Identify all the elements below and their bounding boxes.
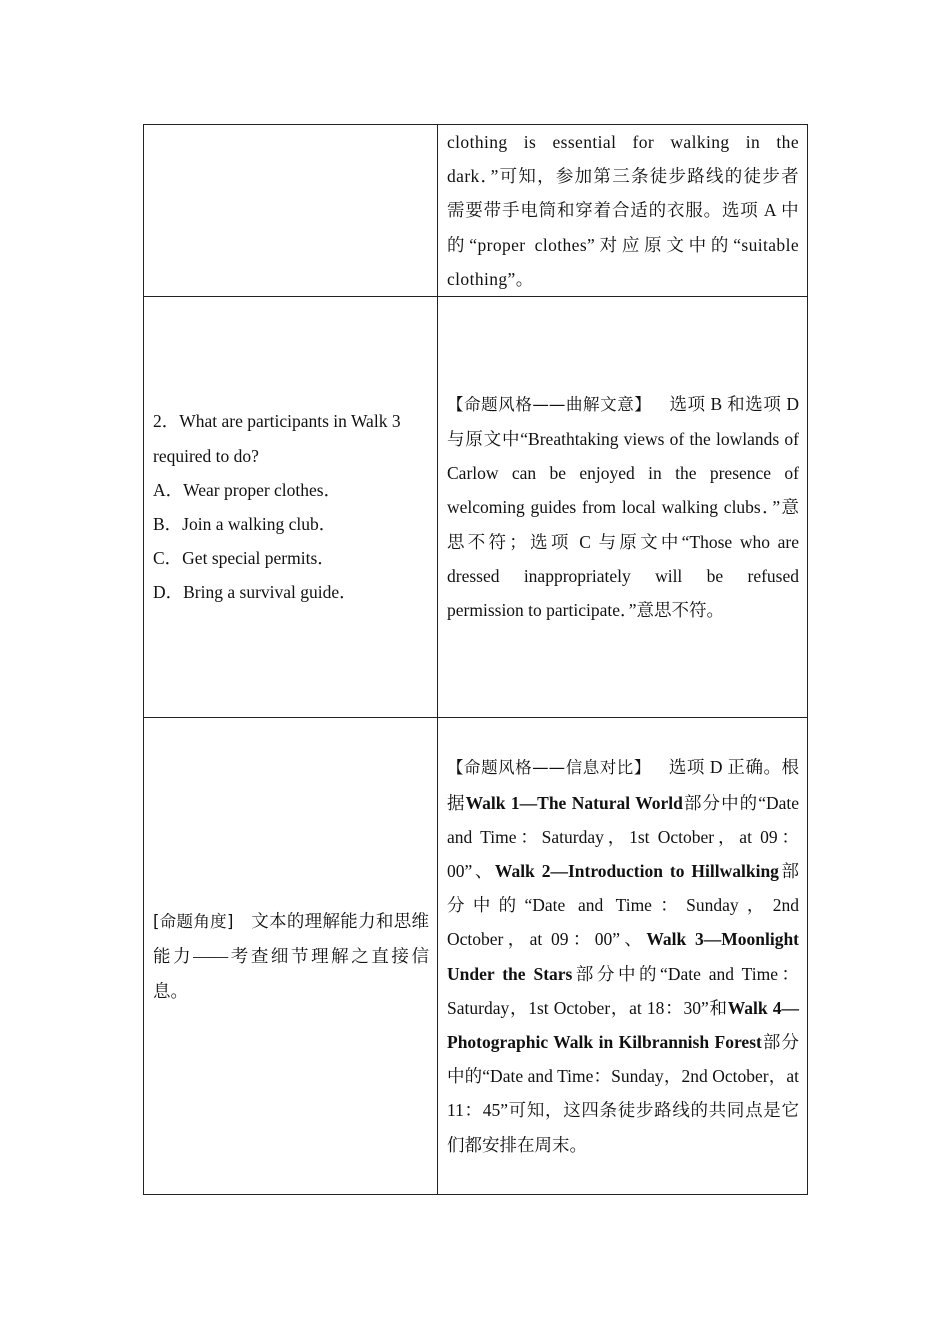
continued-analysis: clothing is essential for walking in the dark．”可知，参加第三条徒步路线的徒步者需要带手电筒和穿着合适的衣服。选项 A 中的“proper clothes”对应原文中的“suitable clothing”。 — [438, 125, 808, 297]
angle-cell — [144, 718, 438, 1195]
option-c: C．Get special permits． — [153, 548, 335, 569]
walk-3-title: Walk 3—Moonlight Under the Stars — [447, 929, 799, 984]
comparison-text-5: 部分中的“Date and Time：Sunday，2nd October，at 11：45”可知，这四条徒步路线的共同点是它们都安排在周末。 — [447, 1031, 799, 1155]
walk-2-title: Walk 2—Introduction to Hillwalking — [494, 860, 779, 881]
comparison-text-1: 选项 D 正确。根据 — [447, 757, 800, 813]
table-row-question-2 — [144, 297, 808, 718]
style-tag: 【命题风格——曲解文意】 — [447, 394, 652, 414]
left-cell-empty — [144, 125, 438, 297]
option-b: B．Join a walking club． — [153, 514, 337, 535]
comparison-text-3: 部分中的“Date and Time：Sunday，2nd October，at 09：00”、 — [447, 860, 799, 950]
angle-text: 文本的理解能力和思维能力——考查细节理解之直接信息。 — [153, 911, 430, 1001]
question-cell — [144, 297, 438, 718]
option-d: D．Bring a survival guide． — [153, 582, 357, 603]
comparison-text-4: 部分中的“Date and Time：Saturday，1st October，at 18：30”和 — [447, 963, 799, 1018]
walk-4-title: Walk 4—Photographic Walk in Kilbrannish Forest — [447, 997, 799, 1052]
comparison-text-2: 部分中的“Date and Time：Saturday，1st October，at 09：00”、 — [447, 792, 800, 881]
comparison-tag: 【命题风格——信息对比】 — [447, 758, 651, 778]
analysis-text: 选项 B 和选项 D 与原文中“Breathtaking views of the lowlands of Carlow can be enjoyed in the presence of welcoming guides from local walking clubs．”意思不符；选项 C 与原文中“Those who are dressed inappropriately will be refused permission to participate．”意思不符。 — [447, 393, 799, 621]
answer-analysis-table — [143, 124, 808, 1195]
angle-tag: [命题角度] — [153, 912, 234, 932]
question-stem: 2．What are participants in Walk 3 required to do? — [153, 411, 401, 466]
walk-1-title: Walk 1—The Natural World — [465, 792, 683, 813]
table-row-continuation — [144, 125, 808, 297]
table-row-angle — [144, 718, 808, 1195]
option-a: A．Wear proper clothes． — [153, 479, 342, 500]
analysis-cell — [438, 297, 808, 718]
comparison-cell — [438, 718, 808, 1195]
